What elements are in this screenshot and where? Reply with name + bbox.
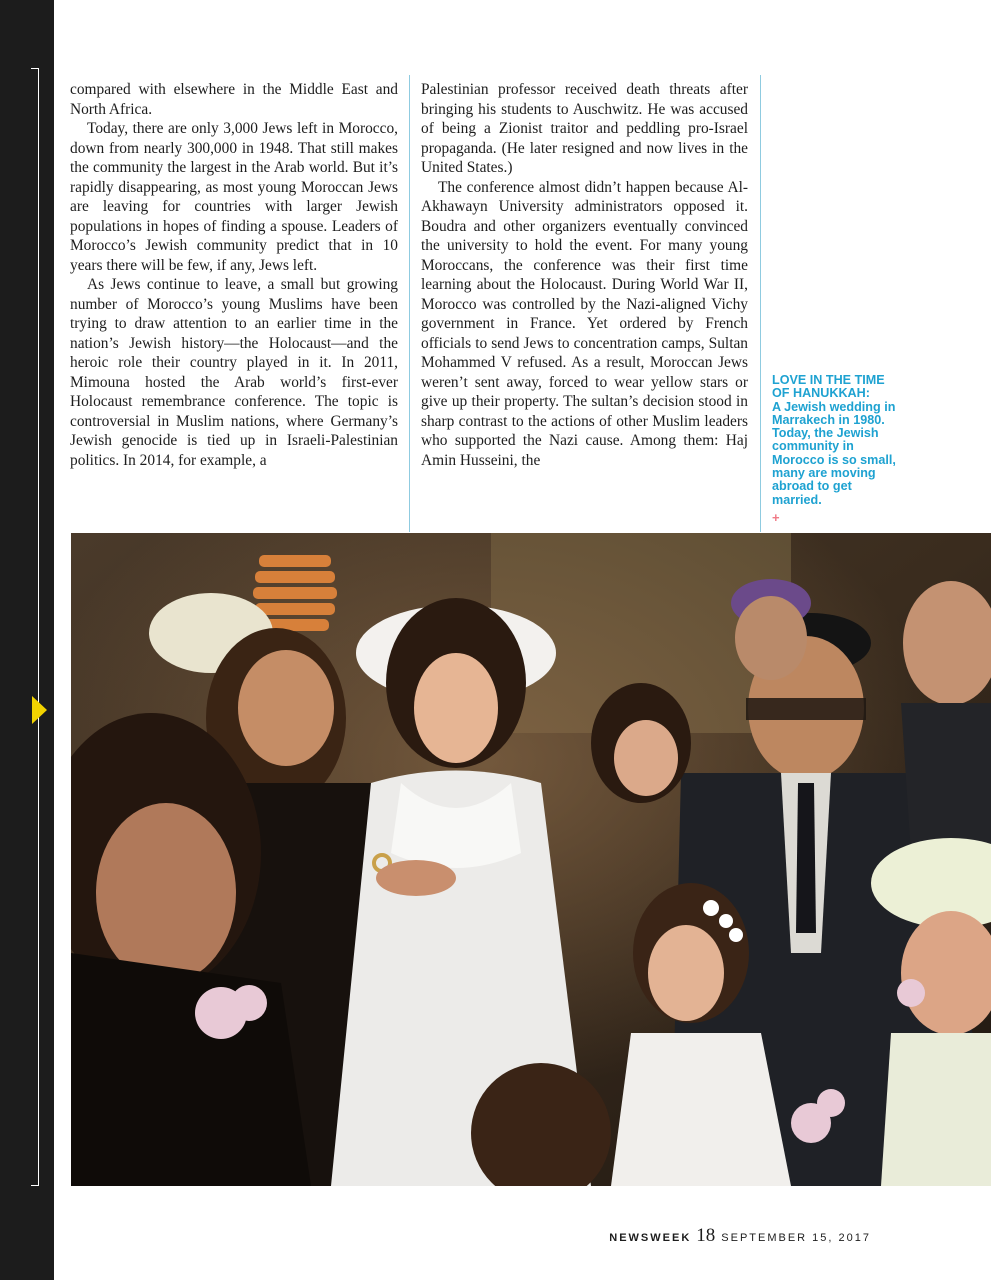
caption-text: A Jewish wedding in Marrakech in 1980. Today, the Jewish community in Morocco is so small, many are moving abroad to get married. <box>772 399 896 507</box>
issue-date: SEPTEMBER 15, 2017 <box>721 1232 871 1244</box>
caption-plus-icon: + <box>772 509 780 525</box>
caption-headline: LOVE IN THE TIME OF HANUKKAH: <box>772 373 885 401</box>
article-paragraph: The conference almost didn’t happen because Al-Akhawayn University administrators opposed it. Boudra and other organizers eventually convinced the university to hold the event. For many young Moroccans, the conference was their first time learning about the Holocaust. During World War II, Morocco was controlled by the Nazi-aligned Vichy government in France. Yet ordered by French officials to send Jews to concentration camps, Sultan Mohammed V refused. As a result, Moroccan Jews weren’t sent away, forced to wear yellow stars or give up their property. The sultan’s decision stood in sharp contrast to the actions of other Muslim leaders who supported the Nazi cause. Among them: Haj Amin Husseini, the <box>421 178 748 469</box>
page-number: 18 <box>696 1225 716 1246</box>
bracket-bottom <box>31 1185 39 1186</box>
page-edge-bar <box>0 0 54 1280</box>
page-pointer-icon <box>32 696 47 724</box>
article-paragraph: Today, there are only 3,000 Jews left in Morocco, down from nearly 300,000 in 1948. That still makes the community the largest in the Arab world. But it’s rapidly disappearing, as most young Moroccan Jews are leaving for countries with larger Jewish populations in hopes of finding a spouse. Leaders of Morocco’s Jewish community predict that in 10 years there will be few, if any, Jews left. <box>70 120 398 274</box>
article-paragraph: compared with elsewhere in the Middle East and North Africa. <box>70 81 398 118</box>
article-column-2 <box>421 80 748 470</box>
article-paragraph: Palestinian professor received death threats after bringing his students to Auschwitz. He was accused of being a Zionist traitor and peddling pro-Israel propaganda. (He later resigned and now lives in the United States.) <box>421 81 748 176</box>
magazine-name: NEWSWEEK <box>609 1232 692 1244</box>
bracket-line <box>38 68 39 1186</box>
article-paragraph: As Jews continue to leave, a small but growing number of Morocco’s young Muslims have been trying to draw attention to an earlier time in the nation’s Jewish history—the Holocaust—and the heroic role their country played in it. In 2011, Mimouna hosted the Arab world’s first-ever Holocaust remembrance conference. The topic is controversial in Muslim nations, where Germany’s Jewish genocide is tied up in Israeli-Palestinian politics. In 2014, for example, a <box>70 276 398 469</box>
column-rule <box>409 75 410 532</box>
photo-caption <box>772 374 904 524</box>
column-rule <box>760 75 761 532</box>
page-footer <box>0 1225 871 1247</box>
article-column-1 <box>70 80 398 470</box>
wedding-photo <box>71 533 991 1186</box>
